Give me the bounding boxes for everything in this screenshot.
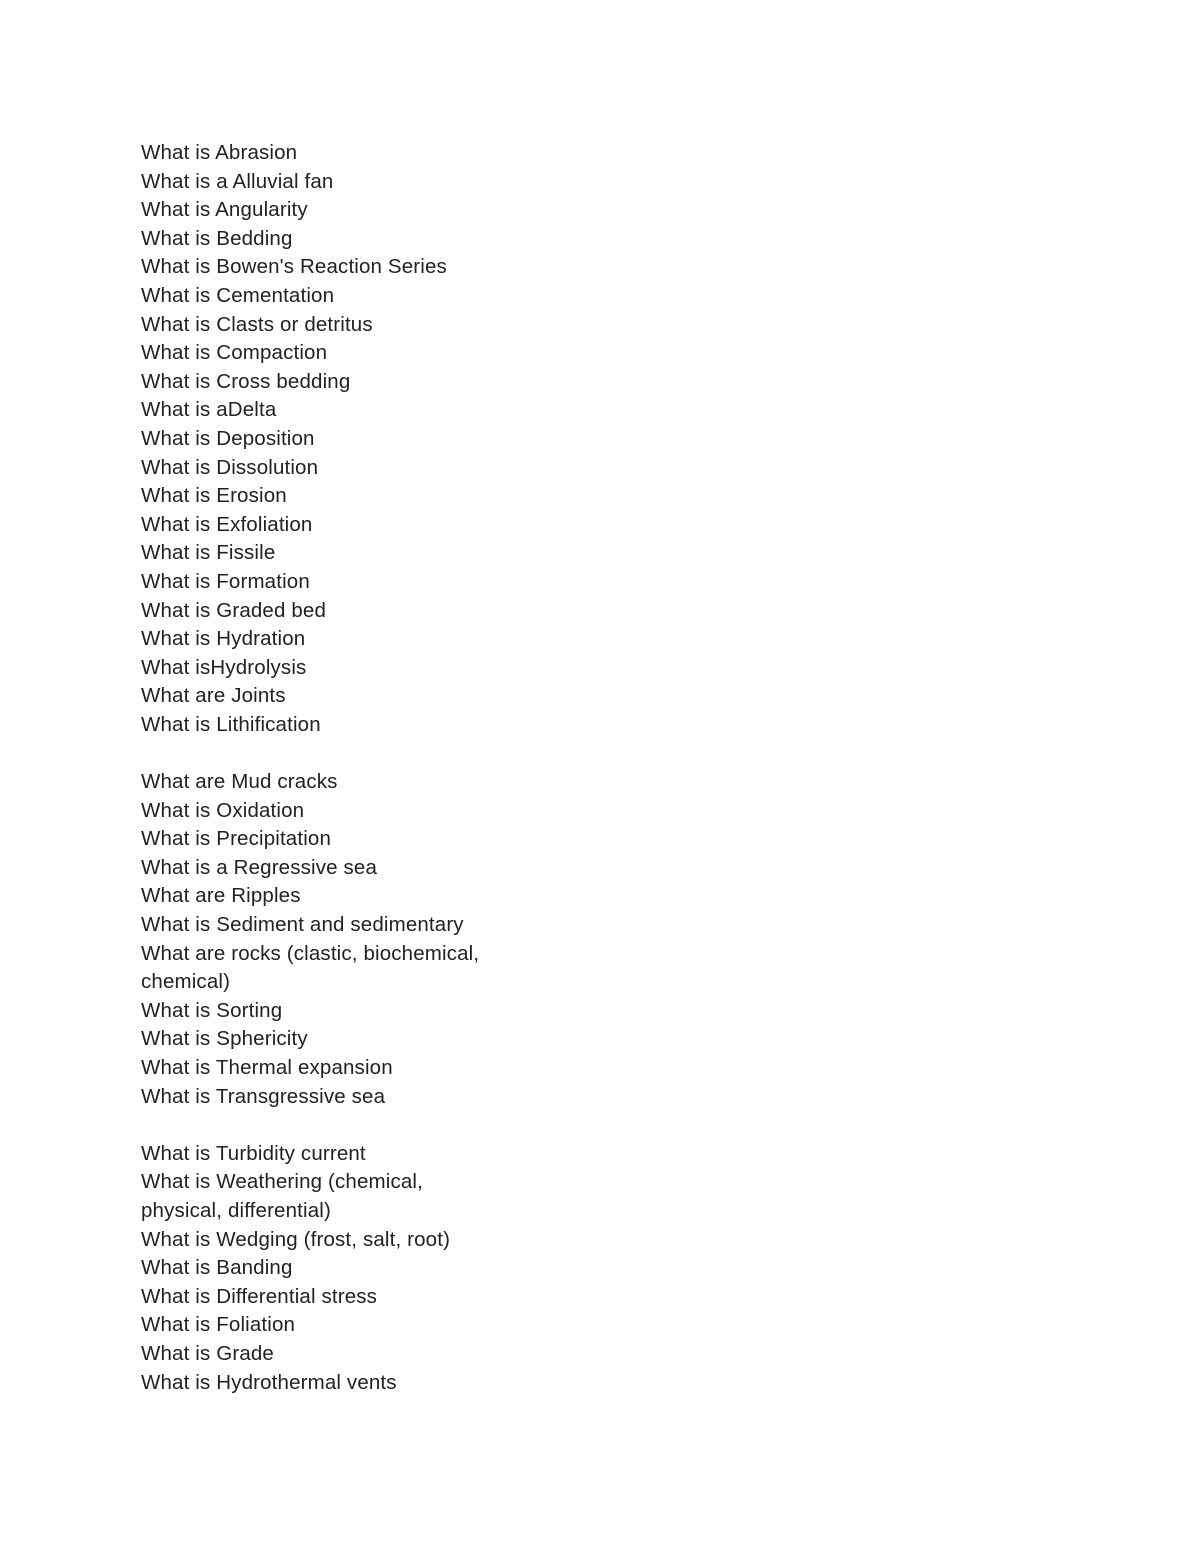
list-item: What is Clasts or detritus	[141, 312, 373, 336]
list-item: What is Weathering (chemical,	[141, 1170, 423, 1194]
list-item: What is Dissolution	[141, 455, 319, 479]
list-item: What is Precipitation	[141, 827, 332, 851]
list-item: What is Differential stress	[141, 1284, 378, 1308]
list-item: What is Oxidation	[141, 798, 305, 822]
list-item: What is Formation	[141, 569, 310, 593]
list-item: What is Thermal expansion	[141, 1056, 393, 1079]
list-item: What is Graded bed	[141, 598, 327, 622]
list-item: What is Bedding	[141, 226, 293, 250]
list-item: What is Foliation	[141, 1313, 296, 1337]
list-item: What is Turbidity current	[141, 1141, 366, 1165]
list-item: What are Joints	[141, 684, 286, 708]
list-item-continuation: physical, differential)	[141, 1198, 331, 1222]
document-body	[141, 139, 561, 1397]
list-item: What is Wedging (frost, salt, root)	[141, 1227, 451, 1251]
list-item: What is Lithification	[141, 712, 321, 736]
list-item: What is Erosion	[141, 484, 287, 508]
list-item: What is Abrasion	[141, 141, 298, 164]
list-item: What is Sorting	[141, 998, 283, 1022]
list-item: What is Grade	[141, 1341, 274, 1365]
section-spacer	[141, 739, 561, 768]
list-item: What are rocks (clastic, biochemical,	[141, 941, 480, 965]
list-item: What is Sphericity	[141, 1027, 308, 1051]
section-spacer	[141, 1111, 561, 1140]
list-item: What is Sediment and sedimentary	[141, 913, 464, 937]
question-list	[141, 139, 561, 1397]
list-item: What is Cementation	[141, 283, 335, 307]
list-item: What is Fissile	[141, 541, 276, 565]
list-item: What isHydrolysis	[141, 655, 307, 679]
list-item: What is Hydration	[141, 627, 306, 651]
list-item: What is Angularity	[141, 198, 308, 222]
list-item: What is a Alluvial fan	[141, 169, 334, 193]
list-item: What is a Regressive sea	[141, 855, 378, 879]
list-item: What are Mud cracks	[141, 770, 338, 794]
list-item: What is Exfoliation	[141, 512, 313, 536]
list-item: What are Ripples	[141, 884, 301, 908]
list-item: What is Hydrothermal vents	[141, 1370, 397, 1394]
list-item: What is Transgressive sea	[141, 1084, 386, 1108]
list-item: What is Banding	[141, 1256, 293, 1280]
list-item-continuation: chemical)	[141, 970, 231, 994]
list-item: What is Bowen's Reaction Series	[141, 255, 447, 279]
list-item: What is Deposition	[141, 426, 315, 450]
list-item: What is Compaction	[141, 341, 328, 365]
list-item: What is Cross bedding	[141, 369, 351, 393]
list-item: What is aDelta	[141, 398, 277, 422]
